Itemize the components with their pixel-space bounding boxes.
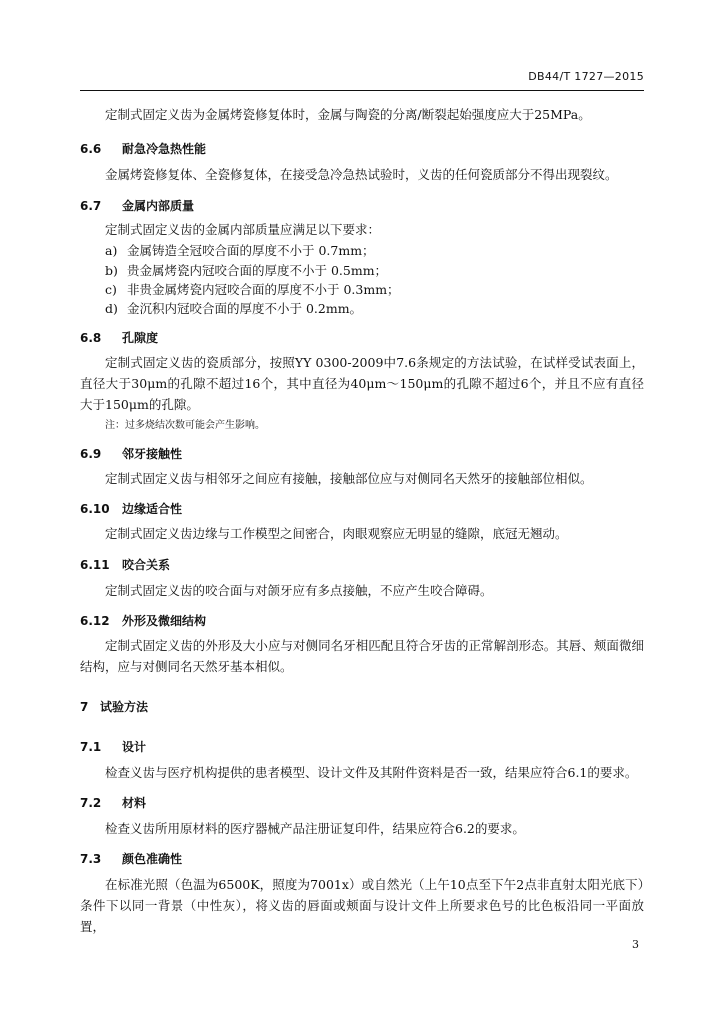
list-item	[105, 262, 387, 280]
section-number: 6.11	[80, 558, 110, 572]
section-number: 6.6	[80, 142, 102, 156]
section-heading-6-10	[80, 500, 182, 517]
paragraph: 在标准光照（色温为6500K，照度为7001x）或自然光（上午10点至下午2点非直射太阳光底下）条件下以同一背景（中性灰），将义齿的唇面或颊面与设计文件上所要求色号的比色板沿同一平面放置，	[80, 877, 644, 934]
section-number: 7.2	[80, 796, 102, 810]
list-text: 非贵金属烤瓷内冠咬合面的厚度不小于 0.3mm；	[127, 282, 400, 297]
paragraph: 定制式固定义齿为金属烤瓷修复体时，金属与陶瓷的分离/断裂起始强度应大于25MPa。	[105, 107, 591, 122]
paragraph: 定制式固定义齿的金属内部质量应满足以下要求：	[105, 222, 381, 237]
section-title: 试验方法	[100, 700, 149, 714]
list-marker: a)	[105, 243, 118, 258]
paragraph: 定制式固定义齿边缘与工作模型之间密合，肉眼观察应无明显的缝隙，底冠无翘动。	[105, 526, 568, 541]
list-marker: b)	[105, 263, 118, 278]
document-code: DB44/T 1727—2015	[528, 70, 644, 83]
list-text: 贵金属烤瓷内冠咬合面的厚度不小于 0.5mm；	[127, 263, 388, 278]
section-heading-6-11	[80, 556, 170, 573]
section-heading-6-8	[80, 329, 158, 346]
header-rule	[80, 90, 644, 91]
section-heading-6-12	[80, 612, 206, 629]
section-title: 颜色准确性	[122, 852, 183, 866]
section-number: 6.7	[80, 199, 102, 213]
section-title: 咬合关系	[122, 558, 171, 572]
list-item	[105, 281, 400, 299]
section-heading-6-7	[80, 197, 194, 214]
list-text: 金属铸造全冠咬合面的厚度不小于 0.7mm；	[127, 243, 375, 258]
list-marker: c)	[105, 282, 117, 297]
list-item	[105, 300, 362, 318]
paragraph: 检查义齿与医疗机构提供的患者模型、设计文件及其附件资料是否一致，结果应符合6.1的要求。	[105, 765, 638, 780]
section-title: 孔隙度	[122, 331, 159, 345]
paragraph: 检查义齿所用原材料的医疗器械产品注册证复印件，结果应符合6.2的要求。	[105, 821, 525, 836]
paragraph: 定制式固定义齿的咬合面与对颌牙应有多点接触，不应产生咬合障碍。	[105, 583, 493, 598]
paragraph: 定制式固定义齿的瓷质部分，按照YY 0300-2009中7.6条规定的方法试验，在试样受试表面上，直径大于30μm的孔隙不超过16个，其中直径为40μm～150μm的孔隙不超过6个，并且不应有直径大于150μm的孔隙。	[80, 355, 644, 412]
note: 注：过多烧结次数可能会产生影响。	[105, 420, 265, 431]
section-heading-6-9	[80, 445, 182, 462]
section-number: 7	[80, 700, 89, 714]
section-title: 边缘适合性	[122, 502, 183, 516]
section-number: 6.10	[80, 502, 110, 516]
section-number: 6.9	[80, 447, 102, 461]
list-text: 金沉积内冠咬合面的厚度不小于 0.2mm。	[127, 301, 363, 316]
paragraph: 定制式固定义齿的外形及大小应与对侧同名牙相匹配且符合牙齿的正常解剖形态。其唇、颊面微细结构，应与对侧同名天然牙基本相似。	[80, 638, 644, 674]
section-number: 7.1	[80, 740, 102, 754]
list-item	[105, 242, 375, 260]
list-marker: d)	[105, 301, 118, 316]
section-number: 7.3	[80, 852, 102, 866]
section-title: 金属内部质量	[122, 199, 195, 213]
page-number: 3	[632, 938, 639, 951]
paragraph: 金属烤瓷修复体、全瓷修复体，在接受急冷急热试验时，义齿的任何瓷质部分不得出现裂纹。	[105, 167, 618, 182]
section-heading-7	[80, 698, 148, 715]
section-title: 外形及微细结构	[122, 614, 207, 628]
section-heading-7-1	[80, 738, 146, 755]
section-heading-6-6	[80, 140, 206, 157]
section-title: 邻牙接触性	[122, 447, 183, 461]
section-heading-7-2	[80, 794, 146, 811]
paragraph: 定制式固定义齿与相邻牙之间应有接触，接触部位应与对侧同名天然牙的接触部位相似。	[105, 471, 593, 486]
section-number: 6.8	[80, 331, 102, 345]
section-title: 材料	[122, 796, 147, 810]
section-title: 耐急冷急热性能	[122, 142, 207, 156]
section-number: 6.12	[80, 614, 110, 628]
section-title: 设计	[122, 740, 147, 754]
section-heading-7-3	[80, 850, 182, 867]
